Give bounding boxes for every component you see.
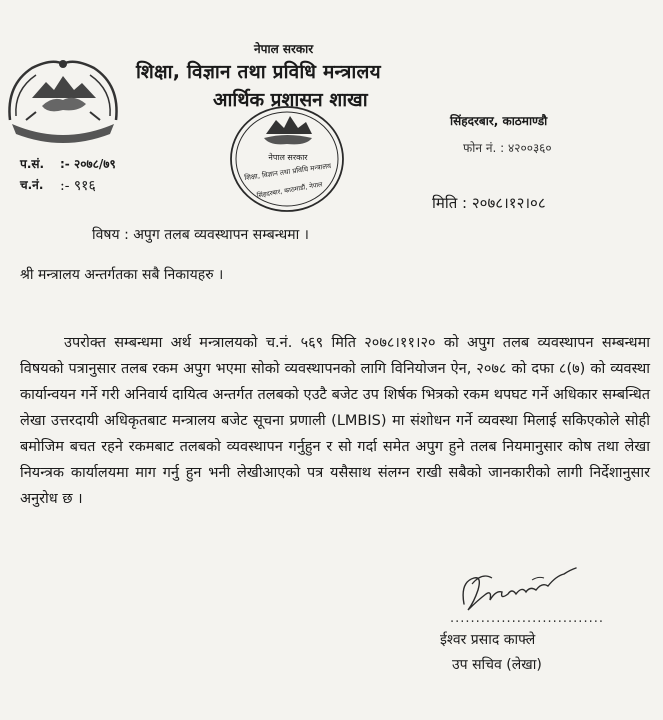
letter-body — [20, 330, 650, 512]
cn-value: :- ९१६ — [60, 178, 96, 194]
cn-label: च.नं. — [20, 178, 44, 192]
nepal-emblem-icon — [2, 50, 124, 150]
subject-line: विषय : अपुग तलब व्यवस्थापन सम्बन्धमा । — [92, 227, 309, 243]
signatory-name: ईश्वर प्रसाद काफ्ले — [440, 632, 536, 648]
government-name: नेपाल सरकार — [254, 42, 314, 56]
letter-date: मिति : २०७८।१२।०८ — [432, 194, 546, 212]
stamp-line-3: सिंहदरबार, काठमाडौं, नेपाल — [256, 180, 324, 200]
stamp-line-1: नेपाल सरकार — [268, 153, 308, 162]
section-name: आर्थिक प्रशासन शाखा — [213, 89, 368, 111]
office-stamp-icon — [228, 104, 346, 214]
ps-value: :- २०७८/७९ — [60, 157, 116, 171]
signature-dots: .............................. — [450, 611, 604, 626]
ministry-name: शिक्षा, विज्ञान तथा प्रविधि मन्त्रालय — [136, 61, 381, 83]
signatory-title: उप सचिव (लेखा) — [452, 657, 542, 673]
body-paragraph: उपरोक्त सम्बन्धमा अर्थ मन्त्रालयको च.नं. ५६९ मिति २०७८।११।२० को अपुग तलब व्यवस्थापन सम्बन्धमा विषयको पत्रानुसार तलब रकम अपुग भएमा सोको व्यवस्थापनको लागि विनियोजन ऐन, २०७८ को दफा ८(७) को व्यवस्था कार्यान्वयन गर्ने गरी अनिवार्य दायित्व अन्तर्गत तलबको एउटै बजेट उप शिर्षक भित्रको रकम थपघट गर्ने अधिकार सम्बन्धित लेखा उत्तरदायी अधिकृतबाट मन्त्रालय बजेट सूचना प्रणाली (LMBIS) मा संशोधन गर्ने व्यवस्था मिलाई सकिएकोले सोही बमोजिम बचत रहने रकमबाट तलबको व्यवस्थापन गर्नुहुन र सो गर्दा समेत अपुग हुने तलब नियमानुसार कोष तथा लेखा नियन्त्रक कार्यालयमा माग गर्नु हुन भनी लेखीआएको पत्र यसैसाथ संलग्न राखी सबैको जानकारीको लागी निर्देशानुसार अनुरोध छ । — [20, 335, 650, 507]
recipient-line: श्री मन्त्रालय अन्तर्गतका सबै निकायहरु । — [20, 267, 224, 283]
office-phone: फोन नं. : ४२००३६० — [463, 141, 552, 155]
stamp-line-2: शिक्षा, विज्ञान तथा प्रविधि मन्त्रालय — [243, 161, 332, 183]
office-address: सिंहदरबार, काठमाण्डौ — [450, 114, 548, 128]
ps-label: प.सं. — [20, 157, 45, 171]
